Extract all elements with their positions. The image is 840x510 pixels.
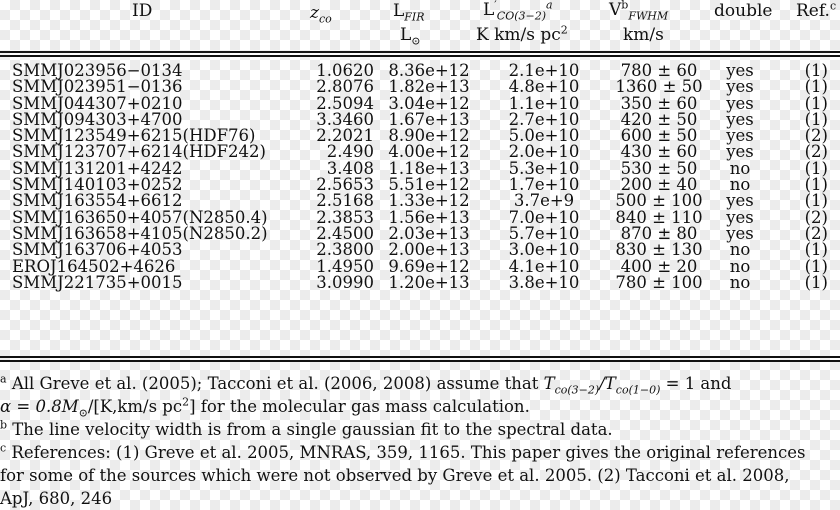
cell-z: 2.5094 <box>316 93 374 113</box>
col-header-id: ID <box>132 1 153 21</box>
cell-v: 780 ± 60 <box>620 61 698 80</box>
cell-lco: 4.8e+10 <box>508 77 580 97</box>
cell-v: 350 ± 60 <box>620 93 698 113</box>
col-header-lfir-unit <box>400 25 421 48</box>
cell-v: 530 ± 50 <box>620 158 698 178</box>
cell-v: 600 ± 50 <box>620 126 698 146</box>
cell-lfir: 4.00e+12 <box>388 142 470 162</box>
footnote-c <box>0 441 840 464</box>
cell-ref: (2) <box>804 142 828 162</box>
cell-v: 430 ± 60 <box>620 142 698 162</box>
cell-v: 1360 ± 50 <box>615 77 703 97</box>
cell-lfir: 8.36e+12 <box>388 61 470 80</box>
footnote-a-mark: a <box>0 372 7 386</box>
footnote-b-mark: b <box>0 418 8 432</box>
cell-lfir: 1.18e+13 <box>388 158 470 178</box>
cell-double: yes <box>726 61 754 80</box>
cell-ref: (1) <box>804 61 828 80</box>
table-bottom-rule-2 <box>0 360 840 362</box>
cell-lco: 2.1e+10 <box>508 61 580 80</box>
col-header-v-unit: km/s <box>623 25 664 45</box>
cell-ref: (1) <box>804 93 828 113</box>
footnote-c-text-1: References: (1) Greve et al. 2005, MNRAS, 359, 1165. This paper gives the original references <box>11 443 806 462</box>
cell-double: no <box>729 272 751 292</box>
cell-id: SMMJ163650+4057(N2850.4) <box>12 207 268 227</box>
data-table <box>0 63 840 291</box>
cell-lfir: 9.69e+12 <box>388 256 470 276</box>
cell-double: yes <box>726 109 754 129</box>
cell-id: SMMJ023956−0134 <box>12 61 183 80</box>
cell-z: 2.5168 <box>316 191 374 211</box>
cell-lco: 5.0e+10 <box>508 126 580 146</box>
cell-id: SMMJ123707+6214(HDF242) <box>12 142 266 162</box>
cell-lco: 4.1e+10 <box>508 256 580 276</box>
cell-lfir: 1.33e+12 <box>388 191 470 211</box>
footnote-mark-c: c <box>829 0 837 13</box>
cell-lfir: 2.00e+13 <box>388 240 470 260</box>
col-header-v <box>609 0 669 23</box>
header-rule-bottom <box>0 55 840 57</box>
footnote-a-line2 <box>0 395 840 418</box>
cell-z: 1.0620 <box>316 61 374 80</box>
footnote-c-text-3: ApJ, 680, 246 <box>0 489 113 508</box>
cell-lco: 3.7e+9 <box>513 191 575 211</box>
cell-double: no <box>729 158 751 178</box>
cell-ref: (1) <box>804 158 828 178</box>
footnote-a-sub2: co(1−0) <box>615 383 661 397</box>
cell-double: no <box>729 256 751 276</box>
cell-ref: (1) <box>804 272 828 292</box>
cell-lfir: 1.67e+13 <box>388 109 470 129</box>
cell-z: 2.3800 <box>316 240 374 260</box>
footnote-mark-a: a <box>546 0 553 12</box>
lco-unit-exp: 2 <box>560 23 568 37</box>
footnote-a-eq: = 1 and <box>660 374 732 393</box>
lfir-subscript: FIR <box>404 10 425 24</box>
cell-double: yes <box>726 223 754 243</box>
footnote-a-tail: ] for the molecular gas mass calculation. <box>189 397 530 416</box>
col-header-lco <box>483 0 553 23</box>
cell-v: 500 ± 100 <box>615 191 703 211</box>
cell-z: 2.490 <box>326 142 374 162</box>
cell-z: 3.408 <box>326 158 374 178</box>
cell-v: 780 ± 100 <box>615 272 703 292</box>
cell-id: SMMJ163658+4105(N2850.2) <box>12 223 268 243</box>
cell-ref: (1) <box>804 240 828 260</box>
cell-lco: 3.0e+10 <box>508 240 580 260</box>
cell-lfir: 1.20e+13 <box>388 272 470 292</box>
lco-subscript: CO(3−2) <box>496 9 547 23</box>
alpha-unit: /[K,km/s pc <box>87 397 183 416</box>
cell-ref: (1) <box>804 191 828 211</box>
mass-symbol: M <box>61 397 79 416</box>
table-body <box>0 63 840 291</box>
cell-id: SMMJ221735+0015 <box>12 272 183 292</box>
col-header-z <box>310 3 332 26</box>
cell-lco: 5.3e+10 <box>508 158 580 178</box>
cell-lco: 1.1e+10 <box>508 93 580 113</box>
cell-lfir: 3.04e+12 <box>388 93 470 113</box>
ref-label: Ref. <box>796 1 830 21</box>
cell-z: 2.4500 <box>316 223 374 243</box>
cell-double: yes <box>726 77 754 97</box>
footnote-a-text: All Greve et al. (2005); Tacconi et al. (2006, 2008) assume that <box>11 374 544 393</box>
cell-lco: 3.8e+10 <box>508 272 580 292</box>
cell-v: 870 ± 80 <box>620 223 698 243</box>
footnote-c-text-2: for some of the sources which were not observed by Greve et al. 2005. (2) Tacconi et al. 2008, <box>0 466 790 485</box>
cell-v: 200 ± 40 <box>620 175 698 195</box>
cell-v: 830 ± 130 <box>615 240 703 260</box>
z-symbol: z <box>310 3 319 23</box>
solar-symbol: ⊙ <box>411 34 421 48</box>
footnote-b-text: The line velocity width is from a single gaussian fit to the spectral data. <box>12 420 613 439</box>
cell-ref: (2) <box>804 126 828 146</box>
cell-z: 1.4950 <box>316 256 374 276</box>
cell-lco: 7.0e+10 <box>508 207 580 227</box>
lco-unit: K km/s pc <box>476 25 561 45</box>
cell-double: yes <box>726 207 754 227</box>
cell-lco: 1.7e+10 <box>508 175 580 195</box>
cell-double: yes <box>726 142 754 162</box>
cell-lfir: 1.82e+13 <box>388 77 470 97</box>
cell-id: SMMJ044307+0210 <box>12 93 183 113</box>
cell-lco: 2.0e+10 <box>508 142 580 162</box>
cell-lfir: 1.56e+13 <box>388 207 470 227</box>
footnote-a-t2: /T <box>599 374 616 393</box>
cell-double: no <box>729 175 751 195</box>
cell-z: 2.3853 <box>316 207 374 227</box>
cell-id: SMMJ131201+4242 <box>12 158 183 178</box>
cell-ref: (2) <box>804 207 828 227</box>
cell-z: 2.2021 <box>316 126 374 146</box>
cell-id: SMMJ140103+0252 <box>12 175 183 195</box>
cell-v: 840 ± 110 <box>615 207 703 227</box>
cell-lco: 2.7e+10 <box>508 109 580 129</box>
cell-lfir: 2.03e+13 <box>388 223 470 243</box>
table-row <box>0 275 840 291</box>
footnote-a <box>0 372 840 395</box>
col-header-lfir <box>393 1 425 24</box>
cell-id: SMMJ163554+6612 <box>12 191 183 211</box>
alpha-unit-exp: 2 <box>182 395 190 409</box>
footnote-c-line2 <box>0 464 840 487</box>
footnote-mark-b: b <box>621 0 629 12</box>
cell-ref: (1) <box>804 256 828 276</box>
footnote-c-mark: c <box>0 441 7 455</box>
v-symbol: V <box>609 0 622 20</box>
col-header-double: double <box>714 1 773 21</box>
alpha-expression: α = 0.8 <box>0 397 62 416</box>
cell-z: 3.0990 <box>316 272 374 292</box>
lco-symbol: L <box>483 0 495 20</box>
cell-lfir: 8.90e+12 <box>388 126 470 146</box>
cell-id: SMMJ094303+4700 <box>12 109 183 129</box>
cell-double: yes <box>726 191 754 211</box>
cell-z: 2.8076 <box>316 77 374 97</box>
cell-ref: (2) <box>804 223 828 243</box>
cell-double: no <box>729 240 751 260</box>
cell-double: yes <box>726 126 754 146</box>
cell-ref: (1) <box>804 175 828 195</box>
col-header-ref <box>796 0 837 21</box>
lfir-symbol: L <box>393 1 405 21</box>
v-subscript: FWHM <box>628 9 669 23</box>
z-subscript: co <box>318 12 332 26</box>
table-bottom-rule-1 <box>0 356 840 358</box>
solar-symbol: ⊙ <box>78 406 88 420</box>
footnote-a-sub1: co(3−2) <box>554 383 600 397</box>
footnote-c-line3 <box>0 487 840 510</box>
cell-ref: (1) <box>804 109 828 129</box>
header-rule-top <box>0 51 840 53</box>
cell-id: SMMJ123549+6215(HDF76) <box>12 126 256 146</box>
table-footnotes <box>0 372 840 510</box>
cell-id: EROJ164502+4626 <box>12 256 176 276</box>
cell-double: yes <box>726 93 754 113</box>
lco-prime: ′ <box>494 0 497 12</box>
cell-v: 400 ± 20 <box>620 256 698 276</box>
cell-z: 3.3460 <box>316 109 374 129</box>
cell-id: SMMJ163706+4053 <box>12 240 183 260</box>
cell-ref: (1) <box>804 77 828 97</box>
footnote-b <box>0 418 840 441</box>
cell-lfir: 5.51e+12 <box>388 175 470 195</box>
lfir-unit: L <box>400 25 412 45</box>
col-header-lco-unit <box>476 23 568 45</box>
cell-v: 420 ± 50 <box>620 109 698 129</box>
footnote-a-t1: T <box>543 374 555 393</box>
cell-z: 2.5653 <box>316 175 374 195</box>
cell-lco: 5.7e+10 <box>508 223 580 243</box>
cell-id: SMMJ023951−0136 <box>12 77 183 97</box>
